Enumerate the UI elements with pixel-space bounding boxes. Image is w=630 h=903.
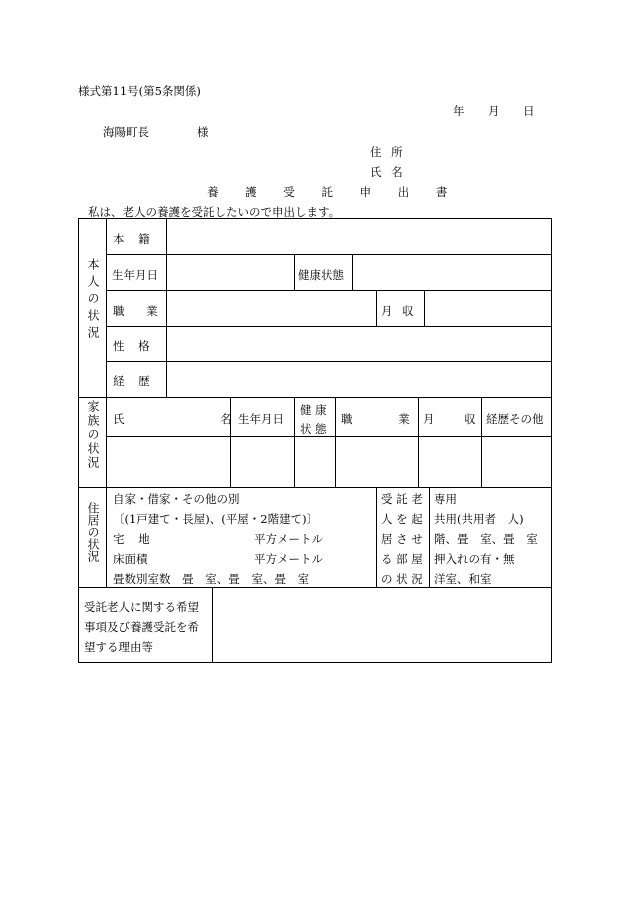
room-label-line1: 受 託 老 <box>381 492 423 506</box>
family-health-header-line2: 状 態 <box>300 422 327 436</box>
family-section-label: 家族の状況 <box>86 400 100 470</box>
health-label: 健康状態 <box>298 268 344 282</box>
income-label: 月 収 <box>381 304 414 318</box>
floor-area-unit: 平方メートル <box>254 552 323 566</box>
occupation-label: 職 業 <box>113 304 158 318</box>
housing-structure-line: 〔(1戸建て・長屋)、(平屋・2階建て)〕 <box>113 512 319 526</box>
family-income-header: 月 収 <box>423 412 476 426</box>
room-count-line: 畳数別室数 畳 室、畳 室、畳 室 <box>113 572 310 586</box>
page-title: 養 護 受 託 申 出 書 <box>207 185 448 199</box>
wishes-label-line1: 受託老人に関する希望 <box>84 600 199 614</box>
address-label: 住 所 <box>370 145 403 159</box>
family-health-header-line1: 健 康 <box>300 403 327 417</box>
person-section-label: 本人の状況 <box>86 258 100 343</box>
honorific: 様 <box>197 125 209 139</box>
room-label-line5: の 状 況 <box>381 572 423 586</box>
family-history-header: 経歴その他 <box>486 412 544 426</box>
birthdate-label: 生年月日 <box>112 268 158 282</box>
date-day-label: 日 <box>523 104 535 118</box>
history-label: 経 歴 <box>113 374 150 388</box>
floor-area-label: 床面積 <box>113 552 148 566</box>
date-month-label: 月 <box>488 104 500 118</box>
room-detail-dedicated: 専用 <box>434 492 457 506</box>
statement: 私は、老人の養護を受託したいので申出します。 <box>88 205 341 219</box>
room-detail-style: 洋室、和室 <box>434 572 492 586</box>
lot-unit: 平方メートル <box>254 532 323 546</box>
name-label: 氏 名 <box>370 165 403 179</box>
family-occupation-header: 職 業 <box>341 412 410 426</box>
room-label-line3: 居 さ せ <box>381 532 423 546</box>
room-detail-shared: 共用(共用者 人) <box>434 512 524 526</box>
domicile-label: 本 籍 <box>113 232 150 246</box>
room-detail-floor: 階、畳 室、畳 室 <box>434 532 538 546</box>
wishes-label-line3: 望する理由等 <box>84 640 153 654</box>
housing-section-label: 住居の状況 <box>86 502 100 562</box>
family-name-header: 氏 名 <box>113 412 232 426</box>
housing-type-line: 自家・借家・その他の別 <box>113 492 240 506</box>
date-year-label: 年 <box>453 104 465 118</box>
table-border <box>79 219 552 663</box>
addressee: 海陽町長 <box>103 125 149 139</box>
wishes-label-line2: 事項及び養護受託を希 <box>84 620 199 634</box>
room-detail-closet: 押入れの有・無 <box>434 552 515 566</box>
family-birthdate-header: 生年月日 <box>238 412 284 426</box>
room-label-line4: る 部 屋 <box>381 552 423 566</box>
character-label: 性 格 <box>113 339 150 353</box>
lot-label: 宅 地 <box>113 532 150 546</box>
form-number: 様式第11号(第5条関係) <box>78 84 201 98</box>
room-label-line2: 人 を 起 <box>381 512 423 526</box>
